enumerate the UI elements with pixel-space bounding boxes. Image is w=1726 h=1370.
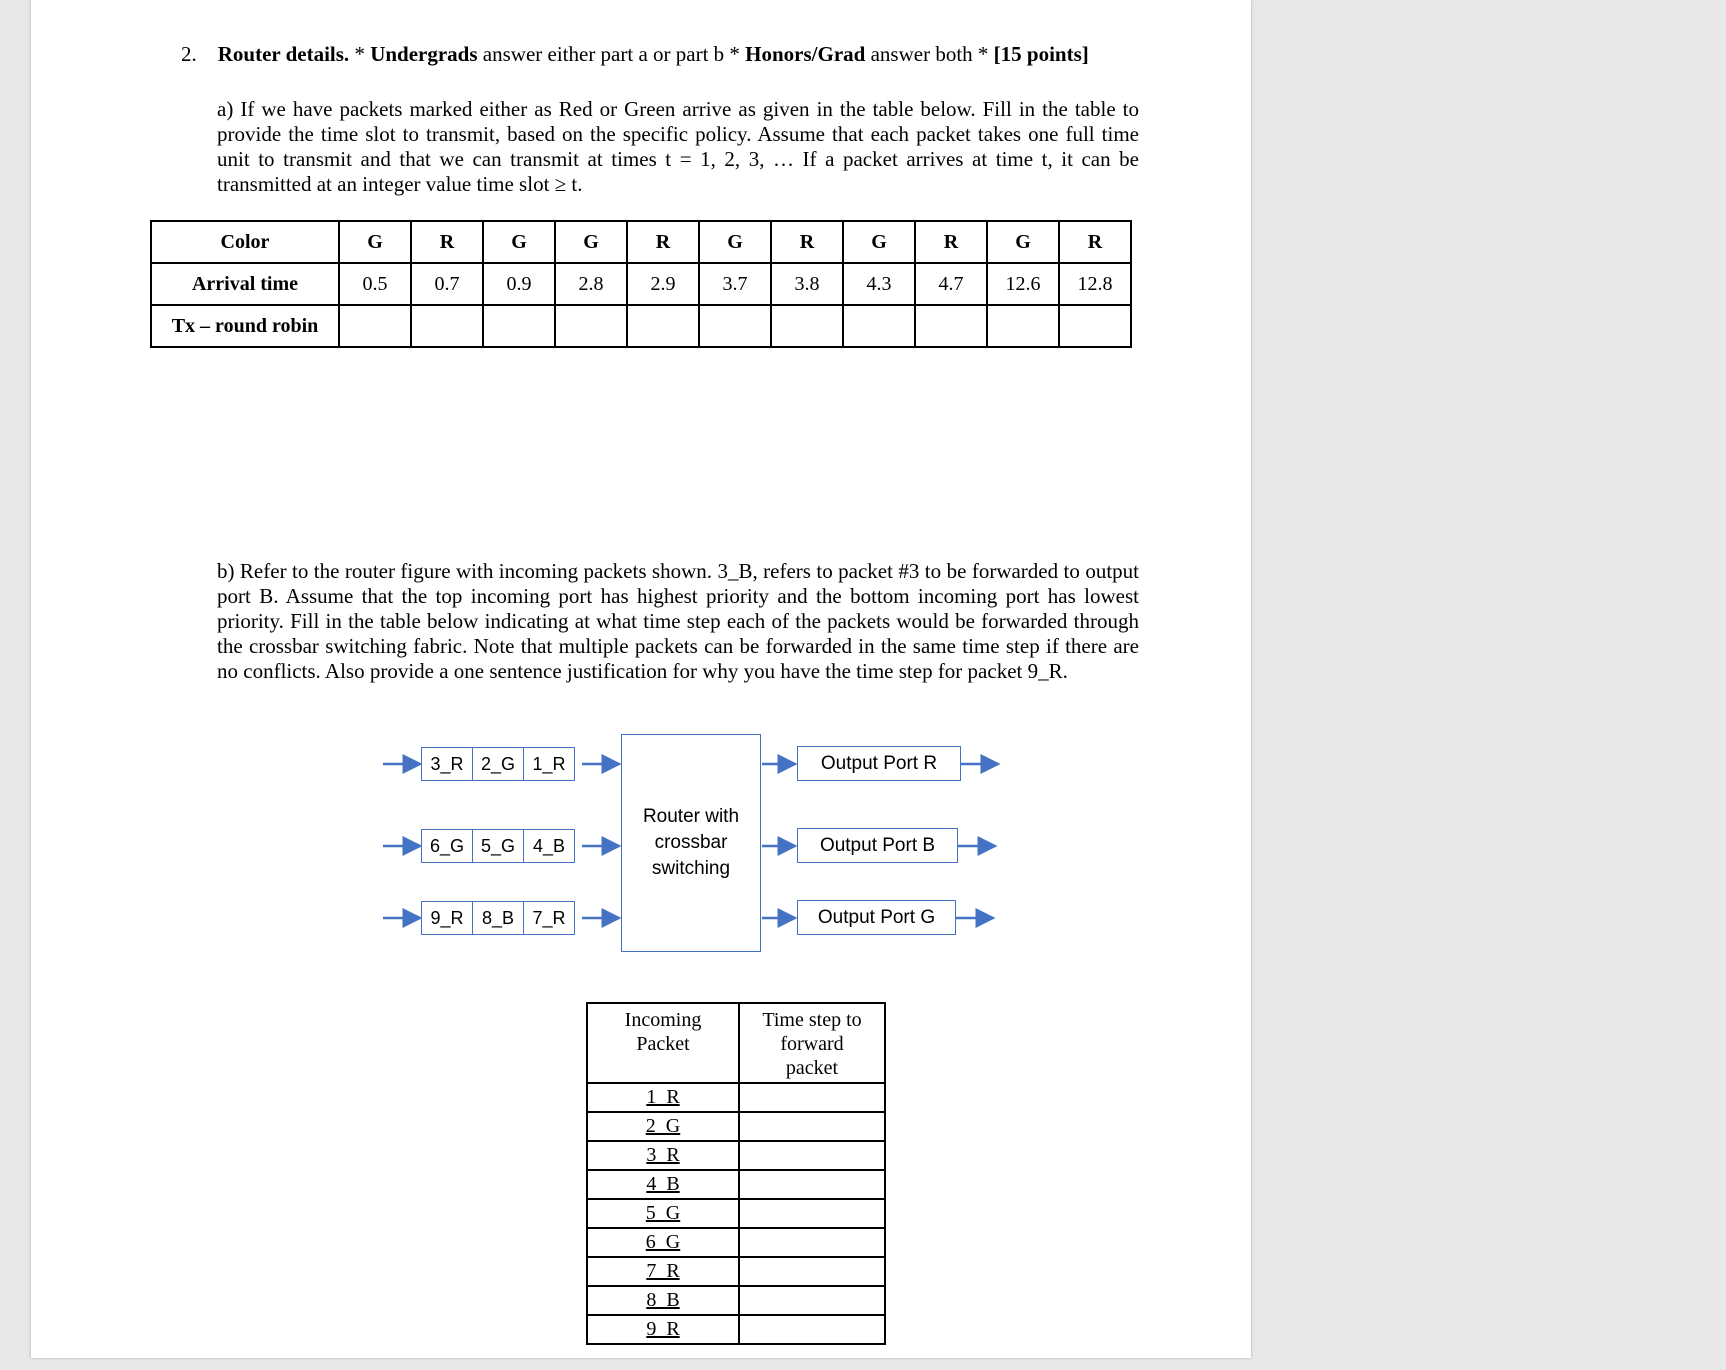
- arrival-time-cell: 3.7: [699, 263, 771, 305]
- arrival-time-cell: 12.8: [1059, 263, 1131, 305]
- table-row: [587, 1228, 885, 1257]
- color-cell: G: [339, 221, 411, 263]
- header-line: forward: [780, 1033, 844, 1055]
- time-step-cell[interactable]: [739, 1257, 885, 1286]
- undergrad-instruction: answer either part a or part b: [482, 42, 725, 66]
- color-cell: R: [771, 221, 843, 263]
- time-step-cell[interactable]: [739, 1228, 885, 1257]
- arrival-time-cell: 0.7: [411, 263, 483, 305]
- row-label-color: Color: [151, 221, 339, 263]
- packet-id: 6_G: [645, 1231, 681, 1253]
- router-label-line: crossbar: [654, 832, 728, 853]
- table-row: [587, 1286, 885, 1315]
- question-number: 2.: [181, 42, 197, 66]
- header-line: Packet: [636, 1033, 690, 1055]
- queue-packet: 2_G: [473, 748, 524, 780]
- queue-packet: 4_B: [532, 835, 566, 856]
- packet-id-cell: [587, 1112, 739, 1141]
- color-cell: R: [627, 221, 699, 263]
- color-cell: R: [1059, 221, 1131, 263]
- queue-packet: 6_G: [422, 830, 473, 862]
- packet-id-cell: [587, 1083, 739, 1112]
- table-row: [587, 1112, 885, 1141]
- star-marker: *: [354, 42, 365, 66]
- packet-id: 9_R: [646, 1318, 680, 1340]
- header-line: Incoming: [624, 1009, 702, 1031]
- input-queue-top: [421, 747, 575, 781]
- color-cell: G: [987, 221, 1059, 263]
- row-label-tx: Tx – round robin: [151, 305, 339, 347]
- packet-id: 2_G: [645, 1115, 681, 1137]
- row-label-arrival: Arrival time: [151, 263, 339, 305]
- output-port-g: Output Port G: [797, 900, 956, 935]
- part-b-text: b) Refer to the router figure with incoming packets shown. 3_B, refers to packet #3 to be forwarded to output port B. Assume that the top incoming port has highest priority and the bottom incoming port has lowest priority. Fill in the table below indicating at what time step each of the packets would be forwarded through the crossbar switching fabric. Note that multiple packets can be forwarded in the same time step if there are no conflicts. Also provide a one sentence justification for why you have the time step for packet 9_R.: [217, 559, 1139, 683]
- packet-id-cell: [587, 1286, 739, 1315]
- honors-label: Honors/Grad: [745, 42, 866, 66]
- input-queue-bottom: [421, 901, 575, 935]
- queue-packet: 5_G: [473, 830, 524, 862]
- packet-id-cell: [587, 1141, 739, 1170]
- star-marker: *: [729, 42, 740, 66]
- undergrad-label: Undergrads: [370, 42, 478, 66]
- input-queue-middle: [421, 829, 575, 863]
- output-port-b: Output Port B: [797, 828, 958, 863]
- table-row: [587, 1141, 885, 1170]
- packet-id: 5_G: [645, 1202, 681, 1224]
- time-step-cell[interactable]: [739, 1170, 885, 1199]
- header-incoming-packet: [587, 1003, 739, 1083]
- table-row: [587, 1315, 885, 1344]
- crossbar-router: [621, 734, 761, 952]
- output-port-r: Output Port R: [797, 746, 961, 781]
- packet-id-cell: [587, 1199, 739, 1228]
- router-label-line: switching: [651, 858, 731, 879]
- packet-id: 1_R: [646, 1086, 680, 1108]
- forwarding-table: [586, 1002, 886, 1345]
- router-label-line: Router with: [642, 806, 740, 827]
- color-cell: G: [483, 221, 555, 263]
- packet-id: 7_R: [646, 1260, 680, 1282]
- time-step-cell[interactable]: [739, 1083, 885, 1112]
- time-step-cell[interactable]: [739, 1286, 885, 1315]
- arrival-time-cell: 0.5: [339, 263, 411, 305]
- color-cell: R: [915, 221, 987, 263]
- forwarding-table-header: [587, 1003, 885, 1083]
- arrival-time-cell: 4.7: [915, 263, 987, 305]
- packet-id: 4_B: [646, 1173, 680, 1195]
- header-line: packet: [785, 1057, 839, 1079]
- color-cell: G: [843, 221, 915, 263]
- table-row: [587, 1083, 885, 1112]
- queue-packet: 1_R: [532, 753, 566, 774]
- table-row: [587, 1170, 885, 1199]
- queue-packet: 3_R: [422, 748, 473, 780]
- question-heading: Router details.: [217, 42, 350, 66]
- arrival-time-cell: 0.9: [483, 263, 555, 305]
- queue-packet: 9_R: [422, 902, 473, 934]
- header-line: Time step to: [762, 1009, 862, 1031]
- arrival-time-cell: 2.8: [555, 263, 627, 305]
- queue-packet: 7_R: [532, 907, 566, 928]
- table-row: [587, 1257, 885, 1286]
- time-step-cell[interactable]: [739, 1112, 885, 1141]
- packet-id: 3_R: [646, 1144, 680, 1166]
- packet-id-cell: [587, 1257, 739, 1286]
- star-marker: *: [977, 42, 989, 66]
- color-cell: R: [411, 221, 483, 263]
- color-cell: G: [555, 221, 627, 263]
- packet-id-cell: [587, 1315, 739, 1344]
- honors-instruction: answer both: [870, 42, 973, 66]
- header-time-step: [739, 1003, 885, 1083]
- packet-id-cell: [587, 1170, 739, 1199]
- arrival-time-cell: 3.8: [771, 263, 843, 305]
- arrival-time-cell: 4.3: [843, 263, 915, 305]
- arrival-time-cell: 12.6: [987, 263, 1059, 305]
- time-step-cell[interactable]: [739, 1141, 885, 1170]
- table-row: [587, 1199, 885, 1228]
- color-cell: G: [699, 221, 771, 263]
- arrival-time-cell: 2.9: [627, 263, 699, 305]
- part-a-text: a) If we have packets marked either as Red or Green arrive as given in the table below. Fill in the table to provide the time slot to transmit, based on the specific policy. Assume that each packet takes one full time unit to transmit and that we can transmit at times t = 1, 2, 3, … If a packet arrives at time t, it can be transmitted at an integer value time slot ≥ t.: [217, 97, 1139, 196]
- queue-packet: 8_B: [473, 902, 524, 934]
- packet-id-cell: [587, 1228, 739, 1257]
- points-label: [15 points]: [993, 42, 1089, 66]
- time-step-cell[interactable]: [739, 1199, 885, 1228]
- time-step-cell[interactable]: [739, 1315, 885, 1344]
- packet-id: 8_B: [646, 1289, 680, 1311]
